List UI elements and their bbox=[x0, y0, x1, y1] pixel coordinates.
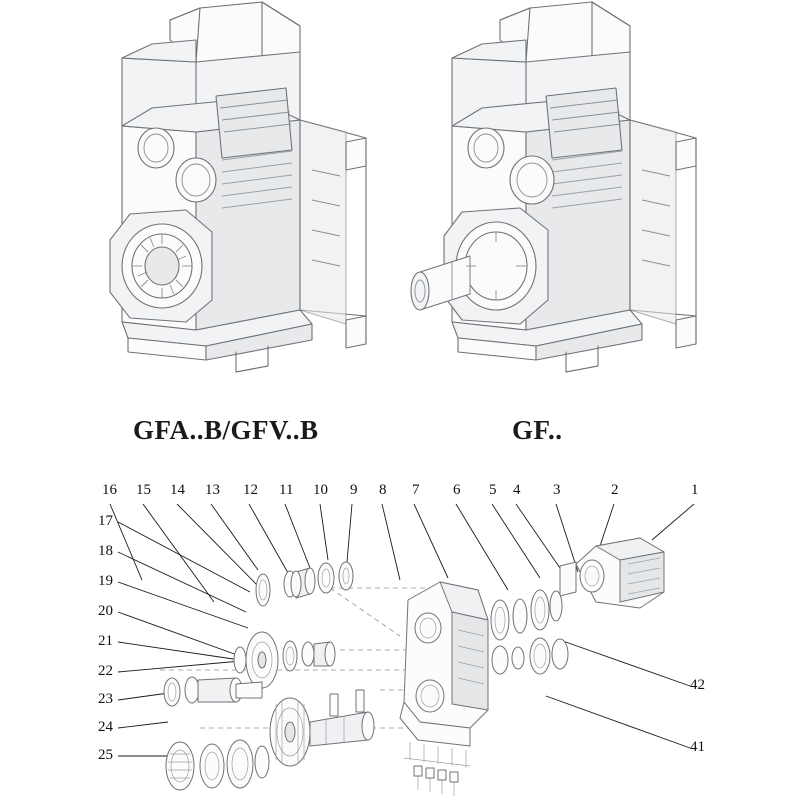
callout-25: 25 bbox=[98, 747, 113, 763]
callout-11: 11 bbox=[279, 482, 294, 498]
callout-9: 9 bbox=[350, 482, 358, 498]
callout-5: 5 bbox=[489, 482, 497, 498]
callout-42: 42 bbox=[690, 677, 705, 693]
callout-41: 41 bbox=[690, 739, 705, 755]
callout-7: 7 bbox=[412, 482, 420, 498]
callout-17: 17 bbox=[98, 513, 113, 529]
motor-part bbox=[560, 538, 664, 608]
callout-12: 12 bbox=[243, 482, 258, 498]
callout-16: 16 bbox=[102, 482, 117, 498]
leader-lines-left bbox=[118, 522, 252, 756]
housing-part bbox=[400, 582, 488, 768]
callout-20: 20 bbox=[98, 603, 113, 619]
exploded-assembly-drawing bbox=[0, 460, 800, 800]
callout-23: 23 bbox=[98, 691, 113, 707]
callout-14: 14 bbox=[170, 482, 185, 498]
callout-21: 21 bbox=[98, 633, 113, 649]
callout-15: 15 bbox=[136, 482, 151, 498]
output-gear bbox=[270, 690, 374, 766]
callout-6: 6 bbox=[453, 482, 461, 498]
callout-24: 24 bbox=[98, 719, 113, 735]
exploded-view-area bbox=[0, 460, 800, 800]
bottom-left-parts bbox=[166, 740, 269, 790]
middle-row-parts bbox=[234, 632, 335, 688]
callout-13: 13 bbox=[205, 482, 220, 498]
small-parts-top-row bbox=[256, 562, 353, 606]
callout-1: 1 bbox=[691, 482, 699, 498]
callout-3: 3 bbox=[553, 482, 561, 498]
callout-2: 2 bbox=[611, 482, 619, 498]
callout-19: 19 bbox=[98, 573, 113, 589]
callout-4: 4 bbox=[513, 482, 521, 498]
callout-22: 22 bbox=[98, 663, 113, 679]
callout-8: 8 bbox=[379, 482, 387, 498]
caption-left-unit: GFA..B/GFV..B bbox=[133, 415, 319, 445]
right-gearbox-view bbox=[411, 2, 696, 372]
left-gearbox-view bbox=[110, 2, 366, 372]
callout-10: 10 bbox=[313, 482, 328, 498]
ring-parts-right bbox=[491, 590, 568, 674]
caption-right-unit: GF.. bbox=[512, 415, 563, 445]
fastener-parts bbox=[414, 766, 458, 796]
callout-18: 18 bbox=[98, 543, 113, 559]
input-shaft-assembly bbox=[164, 677, 262, 706]
